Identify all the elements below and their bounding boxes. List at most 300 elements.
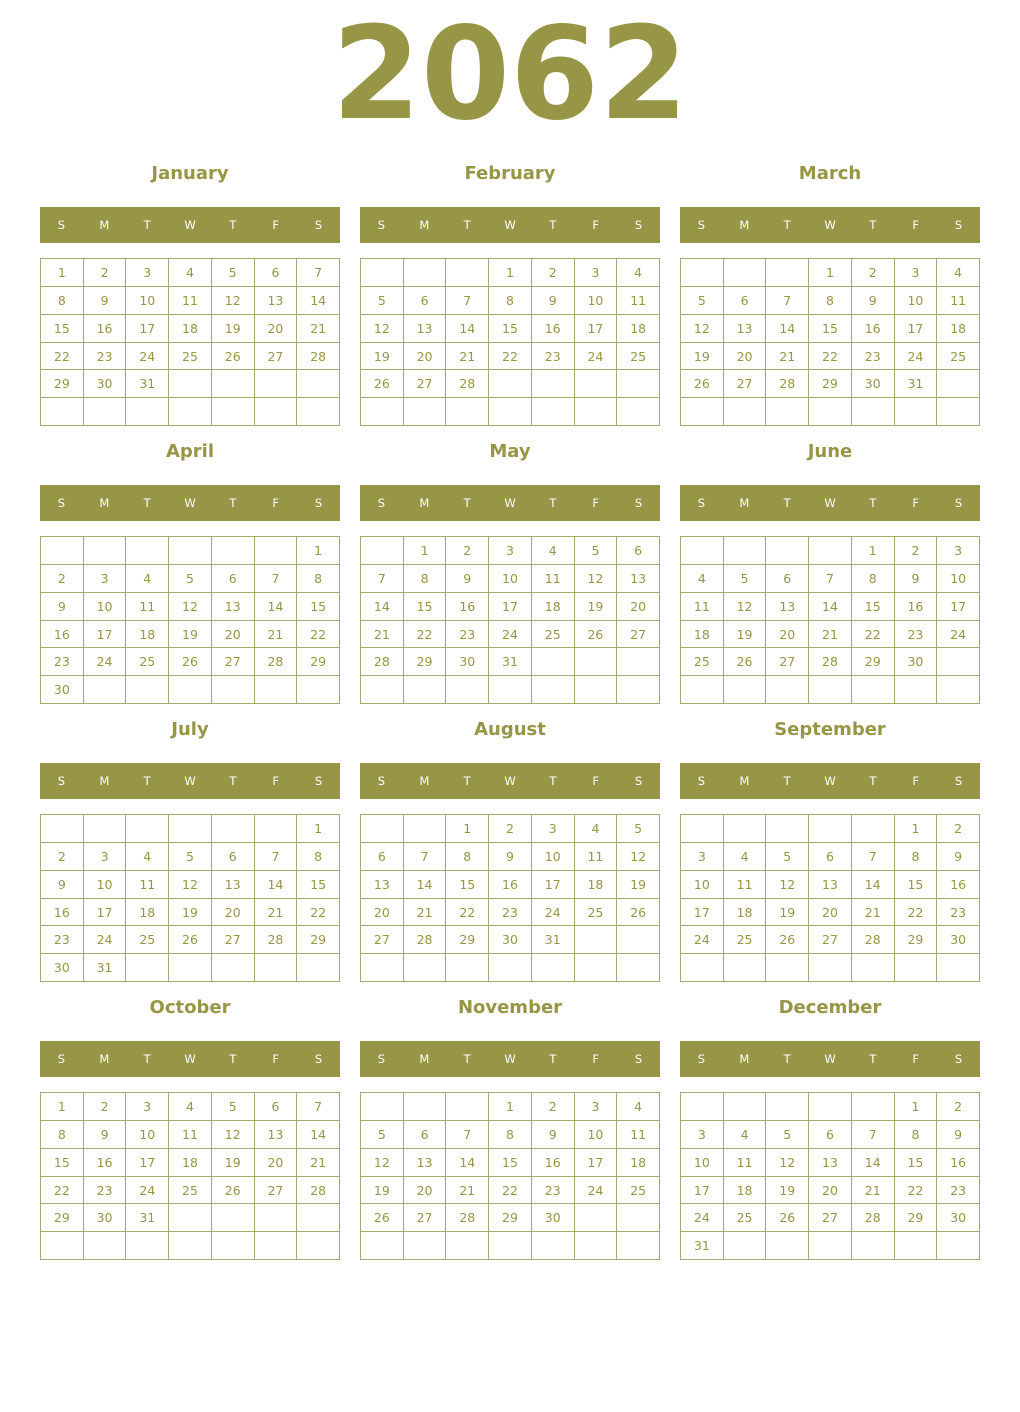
empty-cell bbox=[575, 1204, 618, 1232]
day-cell: 18 bbox=[169, 315, 212, 343]
day-cell: 12 bbox=[212, 1121, 255, 1149]
day-cell: 3 bbox=[575, 259, 618, 287]
empty-cell bbox=[937, 398, 980, 426]
day-cell: 4 bbox=[617, 259, 660, 287]
day-cell: 6 bbox=[255, 259, 298, 287]
weekday-header bbox=[40, 1041, 340, 1077]
weekday-label: T bbox=[783, 774, 791, 788]
day-grid bbox=[40, 814, 340, 982]
day-cell: 16 bbox=[41, 621, 84, 649]
weekday-header bbox=[680, 207, 980, 243]
weekday-label: F bbox=[272, 774, 280, 788]
day-cell: 4 bbox=[724, 843, 767, 871]
day-cell: 21 bbox=[446, 1177, 489, 1205]
day-cell: 2 bbox=[84, 259, 127, 287]
day-cell: 29 bbox=[404, 648, 447, 676]
empty-cell bbox=[724, 259, 767, 287]
day-cell: 17 bbox=[937, 593, 980, 621]
weekday-label: T bbox=[549, 774, 557, 788]
day-grid bbox=[680, 258, 980, 426]
day-cell: 21 bbox=[255, 621, 298, 649]
day-cell: 7 bbox=[404, 843, 447, 871]
day-cell: 20 bbox=[617, 593, 660, 621]
day-cell: 27 bbox=[617, 621, 660, 649]
day-grid bbox=[680, 536, 980, 704]
empty-cell bbox=[361, 398, 404, 426]
day-cell: 11 bbox=[724, 1149, 767, 1177]
day-cell: 7 bbox=[255, 843, 298, 871]
empty-cell bbox=[575, 676, 618, 704]
empty-cell bbox=[617, 648, 660, 676]
empty-cell bbox=[724, 537, 767, 565]
day-cell: 16 bbox=[446, 593, 489, 621]
empty-cell bbox=[895, 398, 938, 426]
day-cell: 28 bbox=[297, 343, 340, 371]
weekday-label: W bbox=[184, 496, 196, 510]
day-cell: 6 bbox=[404, 287, 447, 315]
day-cell: 13 bbox=[212, 593, 255, 621]
day-cell: 19 bbox=[169, 621, 212, 649]
empty-cell bbox=[852, 1232, 895, 1260]
empty-cell bbox=[617, 370, 660, 398]
day-cell: 14 bbox=[361, 593, 404, 621]
empty-cell bbox=[169, 398, 212, 426]
day-cell: 14 bbox=[852, 871, 895, 899]
day-cell: 23 bbox=[41, 926, 84, 954]
day-cell: 31 bbox=[126, 370, 169, 398]
weekday-label: W bbox=[504, 218, 516, 232]
weekday-label: W bbox=[504, 496, 516, 510]
day-cell: 18 bbox=[724, 1177, 767, 1205]
weekday-label: T bbox=[869, 774, 877, 788]
empty-cell bbox=[617, 676, 660, 704]
empty-cell bbox=[724, 398, 767, 426]
day-grid bbox=[360, 536, 660, 704]
day-cell: 29 bbox=[41, 370, 84, 398]
day-cell: 29 bbox=[489, 1204, 532, 1232]
empty-cell bbox=[212, 676, 255, 704]
day-cell: 14 bbox=[297, 1121, 340, 1149]
weekday-header bbox=[40, 763, 340, 799]
day-cell: 14 bbox=[852, 1149, 895, 1177]
day-cell: 24 bbox=[575, 1177, 618, 1205]
day-grid bbox=[680, 814, 980, 982]
month-name: February bbox=[464, 163, 556, 184]
empty-cell bbox=[617, 1204, 660, 1232]
weekday-label: F bbox=[592, 774, 600, 788]
empty-cell bbox=[532, 648, 575, 676]
day-cell: 25 bbox=[575, 899, 618, 927]
weekday-label: W bbox=[824, 1052, 836, 1066]
day-cell: 3 bbox=[84, 565, 127, 593]
empty-cell bbox=[404, 954, 447, 982]
day-cell: 1 bbox=[852, 537, 895, 565]
day-cell: 23 bbox=[446, 621, 489, 649]
weekday-label: M bbox=[419, 218, 430, 232]
day-cell: 5 bbox=[681, 287, 724, 315]
day-cell: 17 bbox=[489, 593, 532, 621]
empty-cell bbox=[255, 398, 298, 426]
weekday-label: S bbox=[954, 218, 963, 232]
empty-cell bbox=[126, 1232, 169, 1260]
day-cell: 21 bbox=[852, 1177, 895, 1205]
empty-cell bbox=[575, 648, 618, 676]
day-cell: 5 bbox=[617, 815, 660, 843]
empty-cell bbox=[809, 676, 852, 704]
day-cell: 4 bbox=[575, 815, 618, 843]
empty-cell bbox=[681, 676, 724, 704]
day-cell: 12 bbox=[724, 593, 767, 621]
day-cell: 29 bbox=[809, 370, 852, 398]
day-cell: 2 bbox=[937, 1093, 980, 1121]
day-cell: 28 bbox=[852, 1204, 895, 1232]
day-cell: 13 bbox=[809, 871, 852, 899]
empty-cell bbox=[937, 648, 980, 676]
weekday-label: S bbox=[697, 496, 706, 510]
day-cell: 7 bbox=[297, 259, 340, 287]
weekday-label: F bbox=[912, 218, 920, 232]
day-cell: 5 bbox=[169, 843, 212, 871]
day-cell: 26 bbox=[212, 1177, 255, 1205]
day-cell: 2 bbox=[852, 259, 895, 287]
day-cell: 5 bbox=[724, 565, 767, 593]
day-cell: 9 bbox=[41, 871, 84, 899]
day-cell: 26 bbox=[169, 926, 212, 954]
weekday-header bbox=[360, 763, 660, 799]
day-cell: 12 bbox=[766, 1149, 809, 1177]
empty-cell bbox=[446, 1093, 489, 1121]
empty-cell bbox=[126, 398, 169, 426]
day-cell: 1 bbox=[297, 815, 340, 843]
day-cell: 18 bbox=[937, 315, 980, 343]
empty-cell bbox=[404, 259, 447, 287]
day-cell: 23 bbox=[84, 343, 127, 371]
day-cell: 31 bbox=[532, 926, 575, 954]
day-cell: 1 bbox=[489, 1093, 532, 1121]
day-cell: 7 bbox=[852, 1121, 895, 1149]
day-cell: 15 bbox=[489, 315, 532, 343]
day-cell: 1 bbox=[895, 1093, 938, 1121]
empty-cell bbox=[532, 676, 575, 704]
empty-cell bbox=[169, 1204, 212, 1232]
day-cell: 22 bbox=[446, 899, 489, 927]
day-cell: 13 bbox=[766, 593, 809, 621]
empty-cell bbox=[852, 1093, 895, 1121]
day-cell: 12 bbox=[169, 593, 212, 621]
weekday-label: S bbox=[954, 774, 963, 788]
day-cell: 9 bbox=[446, 565, 489, 593]
day-cell: 13 bbox=[404, 1149, 447, 1177]
weekday-label: F bbox=[592, 496, 600, 510]
empty-cell bbox=[809, 1093, 852, 1121]
empty-cell bbox=[852, 954, 895, 982]
empty-cell bbox=[126, 676, 169, 704]
day-cell: 14 bbox=[255, 871, 298, 899]
empty-cell bbox=[766, 259, 809, 287]
day-cell: 22 bbox=[895, 1177, 938, 1205]
day-cell: 19 bbox=[361, 1177, 404, 1205]
weekday-label: T bbox=[549, 1052, 557, 1066]
day-cell: 8 bbox=[41, 1121, 84, 1149]
empty-cell bbox=[937, 370, 980, 398]
weekday-label: S bbox=[634, 496, 643, 510]
day-cell: 13 bbox=[212, 871, 255, 899]
day-cell: 24 bbox=[84, 648, 127, 676]
empty-cell bbox=[404, 676, 447, 704]
day-cell: 21 bbox=[297, 1149, 340, 1177]
day-cell: 5 bbox=[361, 1121, 404, 1149]
day-cell: 28 bbox=[446, 1204, 489, 1232]
day-cell: 15 bbox=[852, 593, 895, 621]
day-cell: 11 bbox=[126, 871, 169, 899]
day-cell: 19 bbox=[169, 899, 212, 927]
day-cell: 17 bbox=[681, 899, 724, 927]
empty-cell bbox=[297, 370, 340, 398]
day-cell: 6 bbox=[255, 1093, 298, 1121]
day-cell: 11 bbox=[169, 287, 212, 315]
weekday-label: S bbox=[57, 774, 66, 788]
day-cell: 21 bbox=[809, 621, 852, 649]
day-cell: 27 bbox=[724, 370, 767, 398]
weekday-label: S bbox=[697, 218, 706, 232]
weekday-label: S bbox=[314, 774, 323, 788]
weekday-label: T bbox=[143, 218, 151, 232]
weekday-label: T bbox=[143, 1052, 151, 1066]
weekday-label: S bbox=[634, 218, 643, 232]
empty-cell bbox=[41, 537, 84, 565]
day-cell: 10 bbox=[126, 1121, 169, 1149]
empty-cell bbox=[41, 398, 84, 426]
day-cell: 22 bbox=[852, 621, 895, 649]
empty-cell bbox=[255, 676, 298, 704]
empty-cell bbox=[212, 954, 255, 982]
day-cell: 21 bbox=[297, 315, 340, 343]
weekday-label: S bbox=[697, 774, 706, 788]
day-cell: 15 bbox=[809, 315, 852, 343]
day-cell: 2 bbox=[489, 815, 532, 843]
day-cell: 30 bbox=[937, 1204, 980, 1232]
day-cell: 21 bbox=[766, 343, 809, 371]
day-cell: 28 bbox=[766, 370, 809, 398]
weekday-label: M bbox=[99, 774, 110, 788]
day-cell: 2 bbox=[446, 537, 489, 565]
day-cell: 11 bbox=[724, 871, 767, 899]
empty-cell bbox=[361, 259, 404, 287]
day-cell: 11 bbox=[126, 593, 169, 621]
day-cell: 3 bbox=[937, 537, 980, 565]
day-cell: 26 bbox=[361, 370, 404, 398]
day-cell: 28 bbox=[361, 648, 404, 676]
day-cell: 16 bbox=[532, 1149, 575, 1177]
empty-cell bbox=[212, 398, 255, 426]
day-cell: 24 bbox=[532, 899, 575, 927]
weekday-label: T bbox=[229, 774, 237, 788]
day-cell: 24 bbox=[126, 1177, 169, 1205]
day-cell: 14 bbox=[766, 315, 809, 343]
weekday-label: T bbox=[143, 496, 151, 510]
month-name: July bbox=[171, 719, 209, 740]
month-name: June bbox=[807, 441, 853, 462]
day-cell: 28 bbox=[297, 1177, 340, 1205]
day-cell: 31 bbox=[681, 1232, 724, 1260]
weekday-label: M bbox=[99, 218, 110, 232]
day-cell: 27 bbox=[212, 648, 255, 676]
empty-cell bbox=[724, 815, 767, 843]
day-cell: 13 bbox=[404, 315, 447, 343]
day-cell: 23 bbox=[937, 899, 980, 927]
day-cell: 16 bbox=[532, 315, 575, 343]
day-cell: 14 bbox=[297, 287, 340, 315]
empty-cell bbox=[895, 676, 938, 704]
day-cell: 19 bbox=[361, 343, 404, 371]
empty-cell bbox=[404, 1232, 447, 1260]
weekday-label: T bbox=[783, 496, 791, 510]
day-cell: 1 bbox=[297, 537, 340, 565]
day-cell: 10 bbox=[681, 871, 724, 899]
empty-cell bbox=[724, 676, 767, 704]
day-cell: 16 bbox=[84, 1149, 127, 1177]
empty-cell bbox=[212, 370, 255, 398]
day-cell: 4 bbox=[617, 1093, 660, 1121]
day-cell: 25 bbox=[617, 1177, 660, 1205]
day-cell: 18 bbox=[617, 315, 660, 343]
day-cell: 26 bbox=[361, 1204, 404, 1232]
empty-cell bbox=[809, 398, 852, 426]
weekday-label: M bbox=[99, 496, 110, 510]
day-cell: 19 bbox=[212, 1149, 255, 1177]
weekday-label: S bbox=[377, 218, 386, 232]
month-name: October bbox=[149, 997, 231, 1018]
day-cell: 20 bbox=[809, 899, 852, 927]
empty-cell bbox=[446, 954, 489, 982]
weekday-label: W bbox=[824, 218, 836, 232]
day-cell: 20 bbox=[361, 899, 404, 927]
day-cell: 10 bbox=[937, 565, 980, 593]
day-cell: 8 bbox=[852, 565, 895, 593]
empty-cell bbox=[297, 1232, 340, 1260]
day-cell: 19 bbox=[681, 343, 724, 371]
empty-cell bbox=[724, 954, 767, 982]
day-cell: 21 bbox=[404, 899, 447, 927]
day-cell: 6 bbox=[724, 287, 767, 315]
day-cell: 11 bbox=[617, 1121, 660, 1149]
day-cell: 30 bbox=[41, 954, 84, 982]
day-cell: 19 bbox=[766, 1177, 809, 1205]
day-cell: 15 bbox=[895, 871, 938, 899]
day-cell: 7 bbox=[766, 287, 809, 315]
day-cell: 1 bbox=[895, 815, 938, 843]
day-cell: 6 bbox=[361, 843, 404, 871]
day-cell: 7 bbox=[297, 1093, 340, 1121]
day-cell: 1 bbox=[41, 259, 84, 287]
empty-cell bbox=[766, 954, 809, 982]
day-cell: 2 bbox=[84, 1093, 127, 1121]
day-cell: 30 bbox=[41, 676, 84, 704]
day-cell: 20 bbox=[212, 621, 255, 649]
weekday-label: T bbox=[869, 1052, 877, 1066]
day-cell: 9 bbox=[895, 565, 938, 593]
empty-cell bbox=[617, 926, 660, 954]
day-grid bbox=[40, 536, 340, 704]
day-cell: 18 bbox=[617, 1149, 660, 1177]
weekday-header bbox=[40, 207, 340, 243]
day-cell: 5 bbox=[212, 1093, 255, 1121]
empty-cell bbox=[297, 676, 340, 704]
day-cell: 24 bbox=[126, 343, 169, 371]
empty-cell bbox=[169, 370, 212, 398]
weekday-label: T bbox=[869, 496, 877, 510]
weekday-header bbox=[680, 763, 980, 799]
empty-cell bbox=[446, 1232, 489, 1260]
day-cell: 22 bbox=[809, 343, 852, 371]
day-cell: 15 bbox=[404, 593, 447, 621]
empty-cell bbox=[809, 1232, 852, 1260]
empty-cell bbox=[724, 1232, 767, 1260]
day-cell: 4 bbox=[937, 259, 980, 287]
day-cell: 13 bbox=[255, 287, 298, 315]
empty-cell bbox=[446, 676, 489, 704]
day-cell: 8 bbox=[809, 287, 852, 315]
day-cell: 30 bbox=[852, 370, 895, 398]
empty-cell bbox=[126, 954, 169, 982]
day-cell: 26 bbox=[766, 1204, 809, 1232]
day-cell: 6 bbox=[809, 843, 852, 871]
weekday-label: T bbox=[143, 774, 151, 788]
day-cell: 12 bbox=[212, 287, 255, 315]
day-cell: 19 bbox=[766, 899, 809, 927]
day-cell: 20 bbox=[766, 621, 809, 649]
day-cell: 15 bbox=[446, 871, 489, 899]
day-cell: 22 bbox=[297, 899, 340, 927]
weekday-label: S bbox=[314, 218, 323, 232]
day-cell: 18 bbox=[532, 593, 575, 621]
day-cell: 12 bbox=[169, 871, 212, 899]
empty-cell bbox=[895, 954, 938, 982]
day-cell: 3 bbox=[895, 259, 938, 287]
day-cell: 29 bbox=[446, 926, 489, 954]
day-cell: 9 bbox=[937, 843, 980, 871]
empty-cell bbox=[937, 954, 980, 982]
empty-cell bbox=[895, 1232, 938, 1260]
empty-cell bbox=[766, 537, 809, 565]
weekday-label: S bbox=[377, 496, 386, 510]
day-cell: 3 bbox=[575, 1093, 618, 1121]
empty-cell bbox=[169, 1232, 212, 1260]
day-cell: 28 bbox=[404, 926, 447, 954]
weekday-label: T bbox=[783, 1052, 791, 1066]
weekday-label: W bbox=[184, 774, 196, 788]
day-cell: 3 bbox=[489, 537, 532, 565]
empty-cell bbox=[212, 815, 255, 843]
month-name: December bbox=[778, 997, 882, 1018]
day-cell: 11 bbox=[937, 287, 980, 315]
day-cell: 20 bbox=[404, 1177, 447, 1205]
empty-cell bbox=[126, 815, 169, 843]
day-cell: 2 bbox=[41, 843, 84, 871]
month-name: August bbox=[474, 719, 546, 740]
day-cell: 29 bbox=[852, 648, 895, 676]
empty-cell bbox=[41, 1232, 84, 1260]
day-cell: 28 bbox=[255, 648, 298, 676]
empty-cell bbox=[617, 954, 660, 982]
day-cell: 20 bbox=[724, 343, 767, 371]
day-cell: 8 bbox=[404, 565, 447, 593]
empty-cell bbox=[489, 1232, 532, 1260]
day-cell: 11 bbox=[532, 565, 575, 593]
day-cell: 11 bbox=[575, 843, 618, 871]
day-cell: 2 bbox=[532, 259, 575, 287]
day-cell: 27 bbox=[809, 926, 852, 954]
